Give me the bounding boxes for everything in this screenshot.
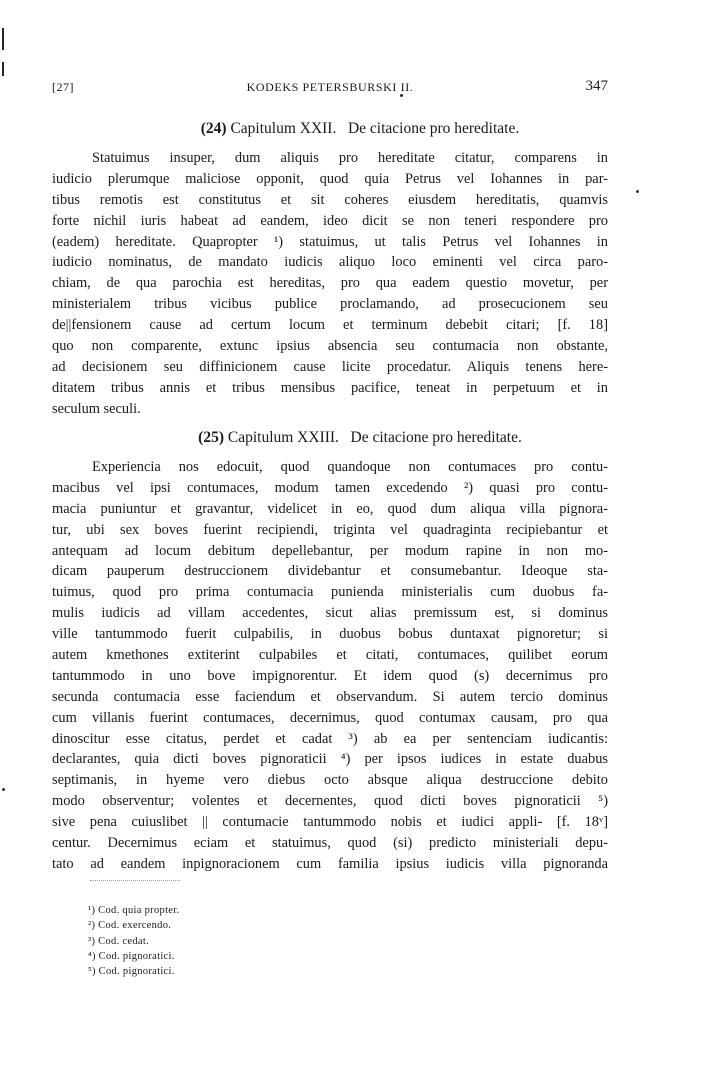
text-line: seculum seculi. — [52, 400, 141, 417]
footnote: ⁵) Cod. pignoratici. — [88, 966, 175, 978]
text-line: autem kmethones extiterint culpabiles et citati, contumaces, quilibet eorum — [52, 647, 608, 664]
text-line: Statuimus insuper, dum aliquis pro hereditate citatur, comparens in — [92, 150, 608, 166]
text-line: septimanis, in hyeme vero diebus octo absque aliqua destruccione debito — [52, 772, 608, 789]
chapter-body — [52, 457, 608, 875]
text-line: sive pena cuiuslibet || contumacie tantummodo nobis et iudici appli- [f. 18ᵛ] — [52, 814, 608, 831]
text-line: antequam ad locum debitum depellebantur, per modum rapine in non mo- — [52, 542, 608, 559]
text-line: forte nichil iuris habeat ad eandem, ideo dicit se non teneri respondere pro — [52, 212, 608, 229]
text-line: de||fensionem cause ad certum locum et terminum debebit citari; [f. 18] — [52, 317, 608, 334]
page-number: 347 — [585, 78, 608, 94]
footnote: ³) Cod. cedat. — [88, 935, 149, 947]
text-line: secunda contumacia esse faciendum et observandum. Si autem tercio dominus — [52, 688, 608, 705]
text-line: ville tantummodo fuerit culpabilis, in duobus bobus duntaxat pignoretur; si — [52, 626, 608, 643]
text-line: tuimus, quod pro prima contumacia punienda ministerialis cum duobus fa- — [52, 584, 608, 601]
scan-edge-mark — [2, 28, 4, 50]
footnote-separator — [90, 880, 180, 881]
text-line: cum villanis fuerint contumaces, decernimus, quod contumax causam, pro qua — [52, 709, 608, 726]
footnotes — [88, 903, 179, 979]
text-line: centur. Decernimus eciam et statuimus, quod (si) predicto ministeriali depu- — [52, 835, 608, 852]
chapter-heading — [0, 120, 720, 138]
margin-speck — [2, 788, 5, 791]
chapter-number: (24) — [200, 120, 227, 137]
text-line: iudicio nominatus, de mandato iudicis aliquo loco eminenti vel circa paro- — [52, 254, 608, 271]
footnote: ¹) Cod. quia propter. — [88, 905, 180, 916]
chapter-title: Capitulum XXII. De citacione pro hereditate. — [230, 120, 520, 137]
text-line: declarantes, quia dicti boves pignoraticii ⁴) per ipsos iudices in estate duabus — [52, 751, 608, 768]
header-title: KODEKS PETERSBURSKI II. — [246, 80, 414, 94]
chapter-body — [52, 148, 608, 420]
text-line: chiam, de qua parochia est hereditas, pro qua eadem questio movetur, per — [52, 275, 608, 292]
header-folio: [27] — [52, 80, 74, 94]
chapter-number: (25) — [198, 429, 224, 446]
text-line: tur, ubi sex boves fuerint recipiendi, triginta vel quadraginta recipiebantur et — [52, 521, 608, 538]
text-line: tantummodo in uno bove impignorentur. Et idem quod (s) decernimus pro — [52, 667, 608, 684]
header-dot — [400, 94, 403, 97]
text-line: quo non comparente, extunc ipsius absencia seu contumacia non obstante, — [52, 338, 608, 355]
text-line: tibus remotis est constitutus et sit coheres eiusdem hereditatis, quamvis — [52, 191, 608, 208]
running-header — [52, 78, 608, 98]
footnote: ²) Cod. exercendo. — [88, 920, 172, 932]
text-line: tato ad eandem inpignoracionem cum familia ipsius iudicis villa pignoranda — [52, 855, 608, 872]
chapter-title: Capitulum XXIII. De citacione pro hereditate. — [227, 429, 522, 446]
text-line: (eadem) hereditate. Quapropter ¹) statuimus, ut talis Petrus vel Iohannes in — [52, 233, 608, 250]
footnote: ⁴) Cod. pignoratici. — [88, 950, 175, 962]
text-line: dicam pauperum destruccionem dividebantur et consumebantur. Ideoque sta- — [52, 563, 608, 580]
text-line: ditatem tribus annis et tribus mensibus pacifice, teneat in perpetuum et in — [52, 379, 608, 396]
scan-edge-mark — [2, 62, 4, 76]
margin-speck — [636, 190, 639, 193]
text-line: Experiencia nos edocuit, quod quandoque non contumaces pro contu- — [92, 459, 608, 475]
chapter-heading — [0, 429, 720, 447]
text-line: macibus vel ipsi contumaces, modum tamen excedendo ²) quasi pro contu- — [52, 479, 608, 496]
text-line: mulis iudicis ad villam accedentes, sicut alias premissum est, si dominus — [52, 605, 608, 622]
text-line: macia puniuntur et gravantur, videlicet in eo, quod dum aliqua villa pignora- — [52, 500, 608, 517]
text-line: modo observentur; volentes et decernentes, quod dicti boves pignoraticii ⁵) — [52, 793, 608, 810]
text-line: ministerialem tribus vicibus publice proclamando, ad prosecucionem seu — [52, 296, 608, 313]
text-line: ad decisionem seu diffinicionem cause licite procedatur. Aliquis tenens here- — [52, 358, 608, 375]
text-line: iudicio plerumque maliciose opponit, quod quia Petrus vel Iohannes in par- — [52, 170, 608, 187]
text-line: dinoscitur esse citatus, perdet et cadat ³) ab ea per sentenciam iudicantis: — [52, 730, 608, 747]
